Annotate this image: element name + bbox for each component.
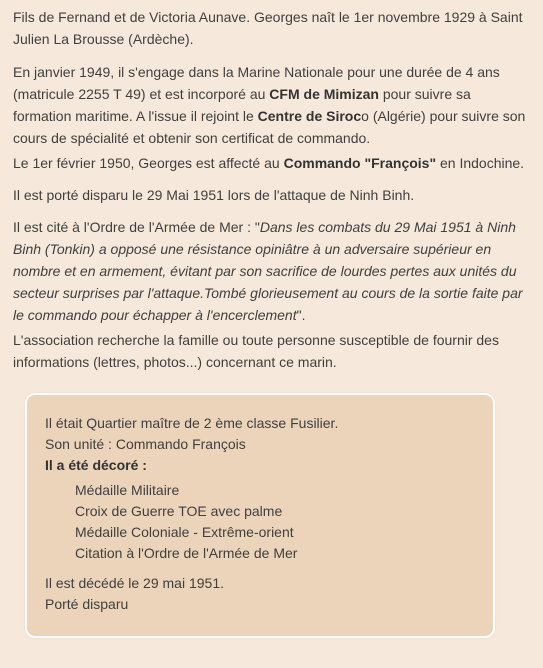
rank-line: Il était Quartier maître de 2 ème classe Fusilier. [45, 415, 339, 431]
medal-item: Médaille Militaire [75, 482, 180, 498]
decorated-heading [45, 455, 475, 476]
bio-paragraph-citation [13, 216, 533, 326]
death-line: Il est décédé le 29 mai 1951. [45, 575, 225, 591]
status-line: Porté disparu [45, 596, 129, 612]
citation-quote: Dans les combats du 29 Mai 1951 à Ninh Binh (Tonkin) a opposé une résistance opiniâtre à un adversaire supérieur en nombre et en armement, évitant par son sacrifice de lourdes pertes aux unités du secteur surprises par l'attaque.Tombé glorieusement au cours de la sortie faite par le commando pour échapper à l'encerclement [13, 219, 523, 323]
bio-paragraph-missing: Il est porté disparu le 29 Mai 1951 lors de l'attaque de Ninh Binh. [13, 187, 415, 203]
citation-text-2: ". [296, 307, 306, 323]
assignment-text-1: Le 1er février 1950, Georges est affecté au [13, 155, 284, 171]
enlistment-text-2: pour suivre sa formation maritime. A l'issue il rejoint le [13, 86, 471, 124]
enlistment-text-3: o (Algérie) pour suivre son cours de spécialité et obtenir son certificat de commando. [13, 108, 526, 146]
medal-item: Médaille Coloniale - Extrême-orient [75, 524, 294, 540]
bio-paragraph-appeal: L'association recherche la famille ou toute personne susceptible de fournir des informations (lettres, photos...) concernant ce marin. [13, 332, 499, 370]
card-footer [45, 573, 475, 615]
medal-item: Citation à l'Ordre de l'Armée de Mer [75, 545, 298, 561]
unit-line: Son unité : Commando François [45, 436, 246, 452]
bio-paragraph-birth: Fils de Fernand et de Victoria Aunave. Georges naît le 1er novembre 1929 à Saint Julien La Brousse (Ardèche). [13, 9, 523, 47]
assignment-text-2: en Indochine. [436, 155, 525, 171]
service-summary-content [45, 413, 475, 615]
centre-siroco-label: Centre de Siroc [257, 108, 362, 124]
citation-text-1: Il est cité à l'Ordre de l'Armée de Mer : " [13, 219, 260, 235]
medal-list [45, 480, 475, 564]
commando-francois-label: Commando "François" [283, 155, 437, 171]
service-summary-card [25, 393, 495, 638]
bio-paragraph-assignment [13, 152, 533, 174]
cfm-mimizan-label: CFM de Mimizan [269, 86, 379, 102]
medal-item: Croix de Guerre TOE avec palme [75, 503, 283, 519]
decorated-heading-text: Il a été décoré : [45, 457, 147, 473]
enlistment-text-1: En janvier 1949, il s'engage dans la Marine Nationale pour une durée de 4 ans (matricule 2255 T 49) et est incorporé au [13, 64, 500, 102]
bio-paragraph-enlistment [13, 61, 533, 149]
